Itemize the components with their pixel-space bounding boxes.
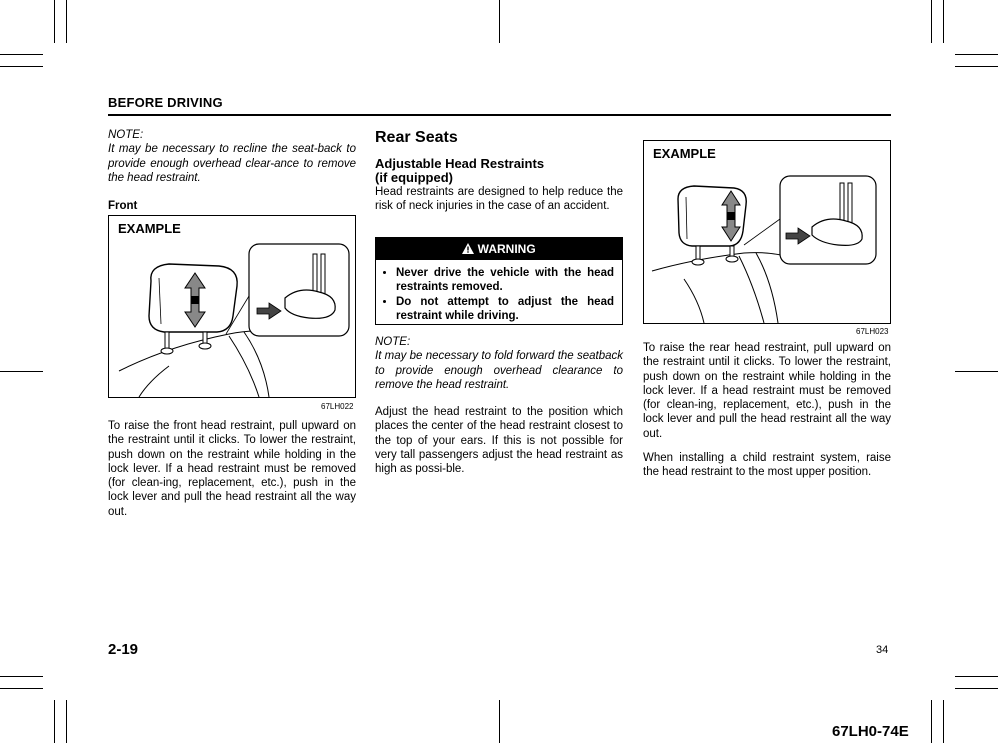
warning-item: • Never drive the vehicle with the head restraints removed.	[396, 266, 614, 294]
warning-item: • Do not attempt to adjust the head restraint while driving.	[396, 295, 614, 323]
warning-list	[376, 260, 622, 328]
note-text: It may be necessary to fold forward the seatback to provide enough overhead clearance to remove the head restraint.	[375, 350, 623, 391]
warning-triangle-icon	[462, 242, 477, 256]
warning-heading: WARNING	[477, 242, 536, 256]
head-restraint-illustration	[644, 141, 890, 323]
middle-column	[375, 128, 623, 214]
middle-body-text: Adjust the head restraint to the position which places the center of the head restraint closest to the top of your ears. If this is not possible for very tall passengers adjust the head restraint as high as possi-ble.	[375, 406, 623, 476]
header-rule	[108, 114, 891, 116]
warning-header	[376, 238, 622, 260]
right-body-text-1: To raise the rear head restraint, pull upward on the restraint until it clicks. To lower the restraint, push down on the restraint while holding in the lock lever. If a head restraint must be removed (for clean-ing, replacement, etc.), push in the lock lever and pull the head restraint all the way out.	[643, 342, 891, 440]
figure-rear-head-restraint	[643, 140, 891, 324]
figure-front-head-restraint	[108, 215, 356, 398]
intro-text: Head restraints are designed to help reduce the risk of neck injuries in the case of an accident.	[375, 186, 623, 213]
right-body	[643, 341, 891, 480]
figure-title: EXAMPLE	[118, 221, 181, 236]
note-label: NOTE:	[108, 129, 144, 141]
note-text: It may be necessary to recline the seat-back to provide enough overhead clear-ance to remove the head restraint.	[108, 143, 356, 184]
head-restraint-illustration	[109, 216, 355, 397]
figure-title: EXAMPLE	[653, 146, 716, 161]
page-number-right: 34	[876, 644, 889, 656]
page-number-left: 2-19	[108, 641, 139, 658]
warning-box	[375, 237, 623, 325]
figure-code: 67LH023	[856, 327, 889, 336]
subheading-front: Front	[108, 200, 138, 213]
subtitle-line1: Adjustable Head Restraints	[375, 156, 545, 171]
document-code: 67LH0-74E	[832, 723, 909, 740]
section-title: BEFORE DRIVING	[108, 95, 223, 110]
rear-seats-title: Rear Seats	[375, 129, 458, 146]
note-label: NOTE:	[375, 336, 411, 348]
left-body-text: To raise the front head restraint, pull upward on the restraint until it clicks. To lower the restraint, push down on the restraint while holding in the lock lever. If a head restraint must be removed (for clean-ing, replacement, etc.), push in the lock lever and pull the head restraint all the way out.	[108, 420, 356, 518]
left-column	[108, 128, 356, 213]
left-body	[108, 419, 356, 519]
right-body-text-2: When installing a child restraint system, raise the head restraint to the most upper position.	[643, 452, 891, 479]
figure-code: 67LH022	[321, 402, 354, 411]
middle-note	[375, 335, 623, 477]
subtitle-line2: (if equipped)	[375, 170, 453, 185]
